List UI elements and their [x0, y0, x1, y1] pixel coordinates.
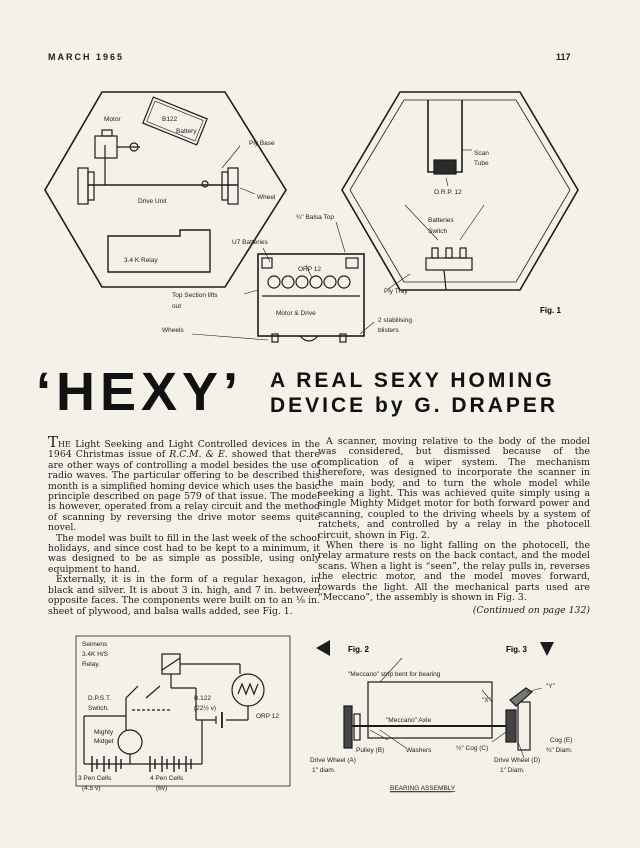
label-washers: Washers — [406, 747, 432, 754]
paragraph-2: The model was built to fill in the last week of the school holidays, and since cost had to be kept to a minimum, it was designed to be as simple as possible, using only equipment to hand. — [48, 532, 320, 575]
label-balsa-top: ¼" Balsa Top — [296, 214, 334, 221]
subtitle-line-2: DEVICE by G. DRAPER — [270, 394, 559, 417]
fig3-caption: Fig. 3 — [506, 645, 527, 654]
label-drive-wheel-a: Drive Wheel (A) — [310, 757, 356, 764]
label-4-5v: (4.5 v) — [82, 785, 101, 792]
label-batteries: Batteries — [428, 217, 454, 224]
arrow-left-icon — [316, 640, 330, 656]
label-drive-wheel-d: Drive Wheel (D) — [494, 757, 541, 764]
label-top-section: Top Section lifts — [172, 292, 218, 299]
label-blisters: blisters — [378, 327, 399, 334]
label-x: "X" — [482, 697, 491, 704]
label-motor-drive: Motor & Drive — [276, 310, 316, 317]
figure-1-diagram — [0, 0, 640, 350]
label-bearing-assembly: BEARING ASSEMBLY — [390, 785, 456, 792]
label-relay-type: 3.4K H/S — [82, 651, 109, 658]
arrow-down-icon — [540, 642, 554, 656]
label-scan: Scan — [474, 150, 489, 157]
label-relay: Relay. — [82, 661, 100, 668]
fig1-caption: Fig. 1 — [540, 306, 561, 315]
continued-note: (Continued on page 132) — [472, 604, 590, 616]
label-battery: Battery — [176, 128, 197, 135]
label-y: "Y" — [546, 683, 555, 690]
label-meccano-axle: "Meccano" Axle — [386, 717, 432, 724]
label-ply-base: Ply Base — [249, 140, 275, 147]
label-ply-tray: Ply Tray — [384, 288, 408, 295]
paragraph-4: A scanner, moving relative to the body of the model was considered, but dismissed because of the complication of a wiper system. The mechanism therefore, was designed to incorporate the scanner in the main body, and to turn the whole model while seeking a light. This was achieved quite simply using a single Mighty Midget motor for both forward power and scanning, coupled to the driving wheels by a system of ratchets, and controlled by a relay in the photocell circuit, shown in Fig. 2. — [318, 436, 590, 541]
paragraph-3: Externally, it is in the form of a regular hexagon, in black and silver. It is about 3 in. high, and 7 in. between opposite faces. The components were built on to an ⅛ in. sheet of plywood, and balsa walls added, see Fig. 1. — [48, 574, 320, 617]
label-pulley: Pulley (B) — [356, 747, 385, 754]
label-stabilising: 2 stabilising — [378, 317, 412, 324]
label-6v: (6v) — [156, 785, 168, 792]
label-4-pen-cells: 4 Pen Cells — [150, 775, 184, 782]
label-battery-model: B122 — [162, 116, 178, 123]
figure-3-bearing-assembly — [310, 630, 600, 800]
label-relay: 3.4 K Relay — [124, 257, 158, 264]
article-column-right — [318, 437, 590, 616]
article-subtitle — [270, 368, 558, 418]
label-mighty: Mighty — [94, 729, 114, 736]
label-dpst: D.P.S.T. — [88, 695, 112, 702]
label-wheel: Wheel — [257, 194, 276, 201]
paragraph-5: When there is no light falling on the photocell, the relay armature rests on the back contact, and the model scans. When a light is “seen”, the relay pulls in, reverses the electric motor, and the model moves forward, towards the light. All the mechanical parts used are “Meccano”, the assembly is shown in Fig. 3. — [318, 540, 590, 604]
label-top-section-out: out — [172, 303, 182, 310]
label-b122: B.122 — [194, 695, 211, 702]
figure-2-circuit — [0, 630, 310, 800]
label-tube: Tube — [474, 160, 489, 167]
label-midget: Midget — [94, 738, 114, 745]
label-cog-e-diam: ¾" Diam. — [546, 747, 573, 754]
paragraph-1: THE Light Seeking and Light Controlled devices in the 1964 Christmas issue of R.C.M. & E. showed that there are other ways of controlling a model besides the use of radio waves. The particular offering to be described this month is a simplified homing device which uses the basic principle described on page 579 of that issue. The model is however, operated from a relay circuit and the method of scanning by reversing the drive motor seems quite novel. — [48, 433, 320, 534]
label-motor: Motor — [104, 116, 121, 123]
label-drive-unit: Drive Unit — [138, 198, 167, 205]
article-title: ‘HEXY’ — [36, 362, 244, 422]
fig2-caption: Fig. 2 — [348, 645, 369, 654]
label-switch: Switch — [428, 228, 448, 235]
label-orp12: ORP 12 — [256, 713, 280, 720]
drop-cap: T — [48, 433, 59, 451]
label-drive-wheel-d-diam: 1" Diam. — [500, 767, 525, 774]
label-u7-batteries: U7 Batteries — [232, 239, 268, 246]
page-number: 117 — [556, 52, 571, 62]
label-orp-right: O.R.P. 12 — [434, 189, 462, 196]
label-orp-top: ORP 12 — [298, 266, 322, 273]
label-wheels: Wheels — [162, 327, 184, 334]
label-cog-e: Cog (E) — [550, 737, 573, 744]
running-header-date: MARCH 1965 — [48, 52, 125, 62]
article-column-left — [48, 433, 320, 617]
label-drive-wheel-a-diam: 1" diam. — [312, 767, 336, 774]
label-meccano-strip: "Meccano" strip bent for bearing — [348, 671, 441, 678]
label-3-pen-cells: 3 Pen Cells — [78, 775, 112, 782]
subtitle-line-1: A REAL SEXY HOMING — [270, 369, 555, 392]
label-switch: Switch. — [88, 705, 109, 712]
label-seimens: Seimens — [82, 641, 108, 648]
label-cog-c: ½" Cog (C) — [456, 745, 489, 752]
label-b122-voltage: (22½ v) — [194, 705, 217, 712]
